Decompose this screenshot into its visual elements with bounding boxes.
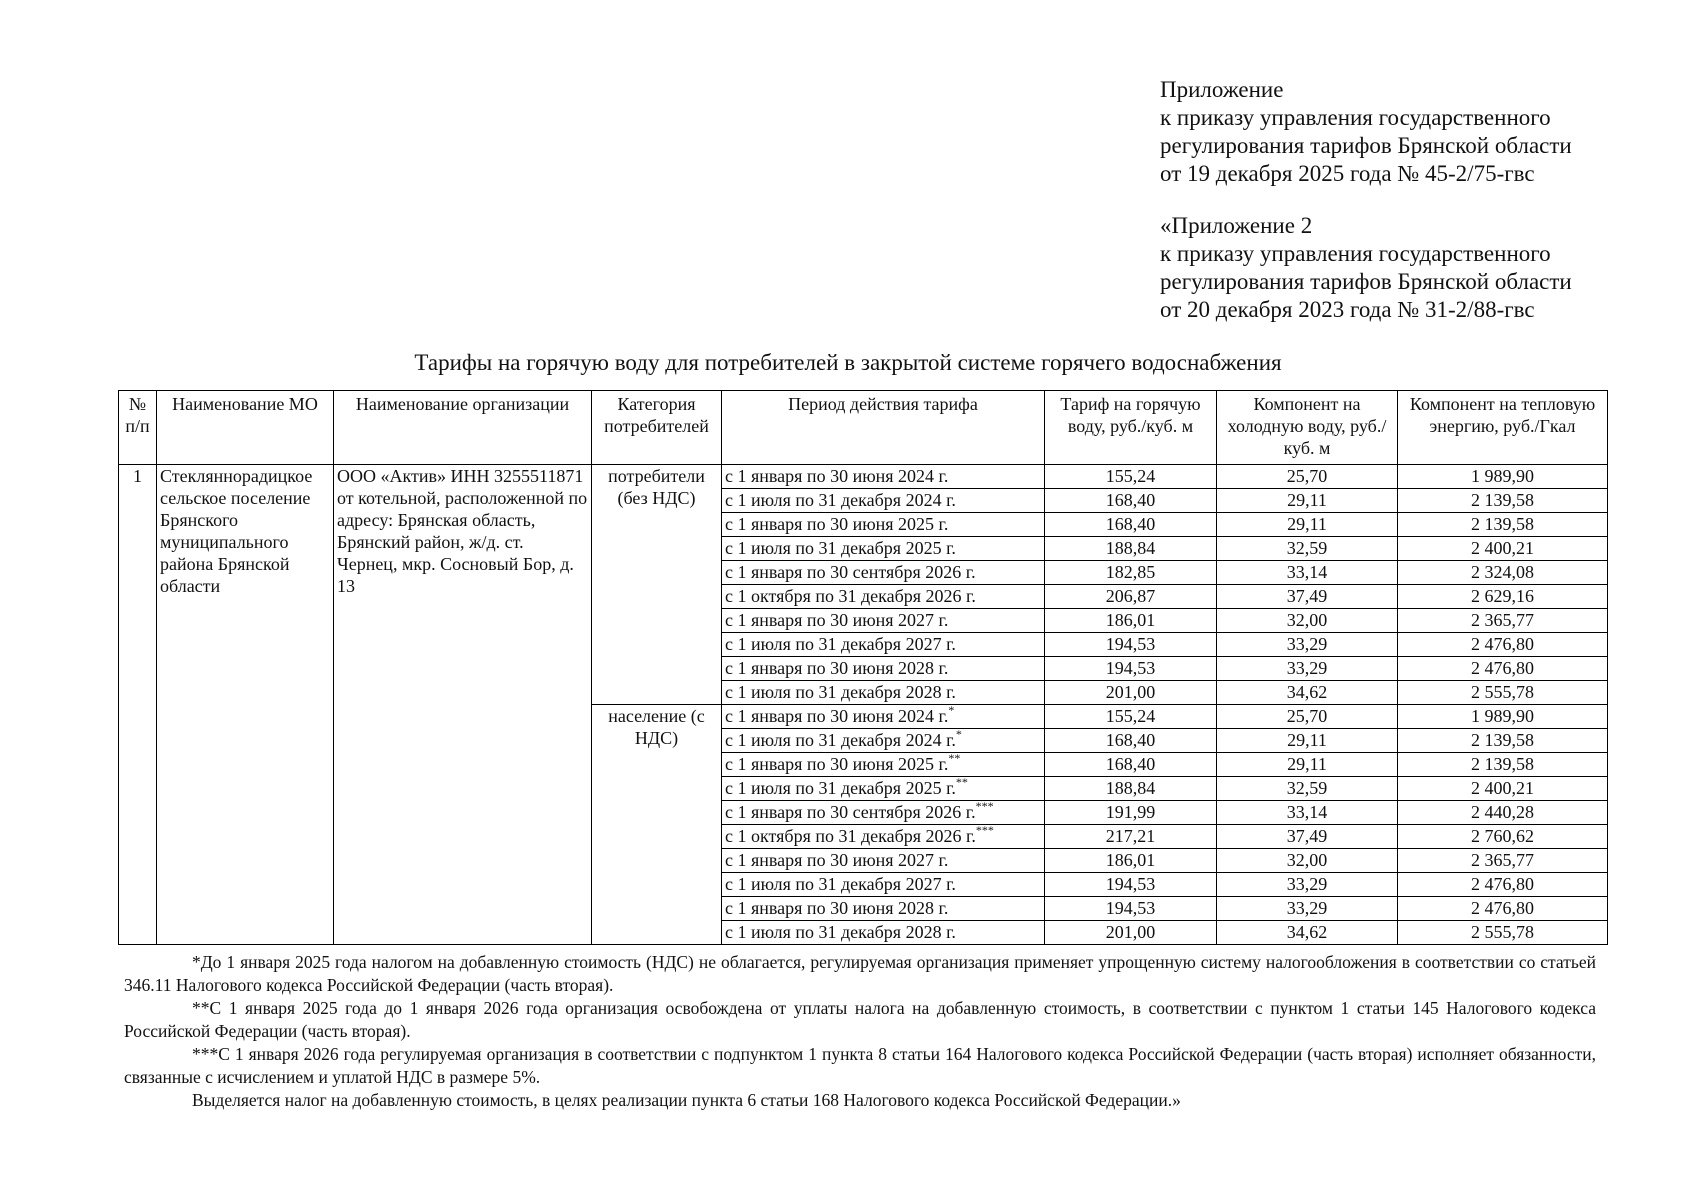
footnotes: [124, 951, 1596, 1112]
period-cell: [722, 681, 1045, 705]
appendix-line: от 19 декабря 2025 года № 45-2/75-гвс: [1160, 161, 1535, 186]
period-text: с 1 января по 30 июня 2028 г.: [725, 898, 949, 918]
tariff-value: 201,00: [1045, 921, 1217, 945]
cold-water-component: 33,29: [1217, 873, 1398, 897]
organization-name: ООО «Актив» ИНН 3255511871 от котельной, расположенной по адресу: Брянская область, Брянский район, ж/д. ст. Чернец, мкр. Сосновый Бор, д. 13: [334, 465, 592, 945]
cold-water-component: 33,14: [1217, 561, 1398, 585]
heat-energy-component: 2 139,58: [1398, 489, 1608, 513]
period-cell: [722, 921, 1045, 945]
period-text: с 1 июля по 31 декабря 2024 г.: [725, 490, 956, 510]
period-cell: [722, 705, 1045, 729]
period-cell: [722, 825, 1045, 849]
header-heat-component: Компонент на тепловую энергию, руб./Гкал: [1398, 391, 1608, 465]
tariff-value: 194,53: [1045, 633, 1217, 657]
footnote: *До 1 января 2025 года налогом на добавленную стоимость (НДС) не облагается, регулируемая организация применяет упрощенную систему налогообложения в соответствии со статьей 346.11 Налогового кодекса Российской Федерации (часть вторая).: [124, 952, 1596, 995]
footnote: Выделяется налог на добавленную стоимость, в целях реализации пункта 6 статьи 168 Налогового кодекса Российской Федерации.»: [192, 1090, 1181, 1110]
heat-energy-component: 2 400,21: [1398, 537, 1608, 561]
cold-water-component: 33,29: [1217, 633, 1398, 657]
heat-energy-component: 2 555,78: [1398, 681, 1608, 705]
period-cell: [722, 633, 1045, 657]
cold-water-component: 33,14: [1217, 801, 1398, 825]
heat-energy-component: 2 440,28: [1398, 801, 1608, 825]
cold-water-component: 37,49: [1217, 825, 1398, 849]
appendix-line: Приложение: [1160, 77, 1284, 102]
period-cell: [722, 585, 1045, 609]
heat-energy-component: 2 324,08: [1398, 561, 1608, 585]
cold-water-component: 29,11: [1217, 753, 1398, 777]
period-cell: [722, 849, 1045, 873]
heat-energy-component: 2 476,80: [1398, 633, 1608, 657]
header-period: Период действия тарифа: [722, 391, 1045, 465]
period-cell: [722, 489, 1045, 513]
cold-water-component: 33,29: [1217, 897, 1398, 921]
cold-water-component: 34,62: [1217, 681, 1398, 705]
heat-energy-component: 1 989,90: [1398, 705, 1608, 729]
tariff-value: 191,99: [1045, 801, 1217, 825]
tariff-value: 194,53: [1045, 873, 1217, 897]
mo-name: Стекляннорадицкое сельское поселение Брянского муниципального района Брянской области: [157, 465, 334, 945]
period-text: с 1 июля по 31 декабря 2028 г.: [725, 922, 956, 942]
heat-energy-component: 2 400,21: [1398, 777, 1608, 801]
cold-water-component: 32,00: [1217, 609, 1398, 633]
header-cold-component: Компонент на холодную воду, руб./куб. м: [1217, 391, 1398, 465]
tariff-value: 186,01: [1045, 609, 1217, 633]
period-text: с 1 января по 30 июня 2028 г.: [725, 658, 949, 678]
heat-energy-component: 2 629,16: [1398, 585, 1608, 609]
footnote-mark: ***: [975, 800, 994, 813]
header-tariff: Тариф на горячую воду, руб./куб. м: [1045, 391, 1217, 465]
prior-appendix-line: от 20 декабря 2023 года № 31-2/88-гвс: [1160, 297, 1535, 322]
header-org: Наименование организации: [334, 391, 592, 465]
heat-energy-component: 2 476,80: [1398, 657, 1608, 681]
heat-energy-component: 2 139,58: [1398, 513, 1608, 537]
period-cell: [722, 561, 1045, 585]
footnote-mark: *: [955, 728, 962, 741]
header-mo: Наименование МО: [157, 391, 334, 465]
period-cell: [722, 897, 1045, 921]
prior-appendix-line: «Приложение 2: [1160, 213, 1313, 238]
prior-appendix-line: к приказу управления государственного: [1160, 241, 1551, 266]
appendix-line: регулирования тарифов Брянской области: [1160, 133, 1572, 158]
cold-water-component: 33,29: [1217, 657, 1398, 681]
footnote: **С 1 января 2025 года до 1 января 2026 года организация освобождена от уплаты налога на добавленную стоимость, в соответствии с пунктом 1 статьи 145 Налогового кодекса Российской Федерации (часть вторая).: [124, 998, 1596, 1041]
cold-water-component: 32,59: [1217, 537, 1398, 561]
footnote-mark: **: [948, 752, 961, 765]
tariff-value: 168,40: [1045, 729, 1217, 753]
period-text: с 1 октября по 31 декабря 2026 г.: [725, 586, 976, 606]
row-number: 1: [119, 465, 157, 945]
tariff-value: 155,24: [1045, 465, 1217, 489]
table-row: [119, 465, 1608, 489]
period-cell: [722, 753, 1045, 777]
period-cell: [722, 801, 1045, 825]
heat-energy-component: 2 476,80: [1398, 897, 1608, 921]
period-text: с 1 июля по 31 декабря 2024 г.: [725, 730, 956, 750]
tariff-value: 168,40: [1045, 753, 1217, 777]
tariff-value: 186,01: [1045, 849, 1217, 873]
tariff-value: 194,53: [1045, 657, 1217, 681]
period-text: с 1 января по 30 июня 2025 г.: [725, 514, 949, 534]
heat-energy-component: 1 989,90: [1398, 465, 1608, 489]
tariff-value: 155,24: [1045, 705, 1217, 729]
period-text: с 1 июля по 31 декабря 2025 г.: [725, 778, 956, 798]
tariff-value: 188,84: [1045, 537, 1217, 561]
appendix-line: к приказу управления государственного: [1160, 105, 1551, 130]
heat-energy-component: 2 476,80: [1398, 873, 1608, 897]
prior-appendix-header: [1160, 212, 1572, 324]
tariff-value: 217,21: [1045, 825, 1217, 849]
tariff-value: 182,85: [1045, 561, 1217, 585]
period-cell: [722, 777, 1045, 801]
period-cell: [722, 729, 1045, 753]
consumer-category: население (с НДС): [592, 705, 722, 945]
period-text: с 1 июля по 31 декабря 2027 г.: [725, 634, 956, 654]
period-cell: [722, 609, 1045, 633]
period-text: с 1 января по 30 июня 2027 г.: [725, 610, 949, 630]
tariff-value: 168,40: [1045, 513, 1217, 537]
period-text: с 1 января по 30 июня 2025 г.: [725, 754, 949, 774]
document-title: Тарифы на горячую воду для потребителей в закрытой системе горячего водоснабжения: [414, 350, 1282, 375]
footnote-mark: ***: [975, 824, 994, 837]
heat-energy-component: 2 139,58: [1398, 729, 1608, 753]
period-text: с 1 октября по 31 декабря 2026 г.: [725, 826, 976, 846]
prior-appendix-line: регулирования тарифов Брянской области: [1160, 269, 1572, 294]
cold-water-component: 37,49: [1217, 585, 1398, 609]
footnote-mark: **: [955, 776, 968, 789]
period-cell: [722, 465, 1045, 489]
period-text: с 1 января по 30 июня 2024 г.: [725, 466, 949, 486]
footnote: ***С 1 января 2026 года регулируемая организация в соответствии с подпунктом 1 пункта 8 статьи 164 Налогового кодекса Российской Федерации (часть вторая) исполняет обязанности, связанные с исчислением и уплатой НДС в размере 5%.: [124, 1044, 1596, 1087]
heat-energy-component: 2 365,77: [1398, 849, 1608, 873]
cold-water-component: 34,62: [1217, 921, 1398, 945]
cold-water-component: 25,70: [1217, 465, 1398, 489]
period-text: с 1 июля по 31 декабря 2027 г.: [725, 874, 956, 894]
cold-water-component: 29,11: [1217, 489, 1398, 513]
period-cell: [722, 657, 1045, 681]
tariff-value: 168,40: [1045, 489, 1217, 513]
period-text: с 1 июля по 31 декабря 2028 г.: [725, 682, 956, 702]
heat-energy-component: 2 555,78: [1398, 921, 1608, 945]
heat-energy-component: 2 760,62: [1398, 825, 1608, 849]
footnote-mark: *: [948, 704, 955, 717]
header-num: № п/п: [119, 391, 157, 465]
period-cell: [722, 537, 1045, 561]
heat-energy-component: 2 365,77: [1398, 609, 1608, 633]
period-cell: [722, 513, 1045, 537]
heat-energy-component: 2 139,58: [1398, 753, 1608, 777]
period-text: с 1 января по 30 июня 2024 г.: [725, 706, 949, 726]
header-category: Категория потребителей: [592, 391, 722, 465]
appendix-header: [1160, 76, 1572, 188]
cold-water-component: 29,11: [1217, 513, 1398, 537]
tariff-value: 194,53: [1045, 897, 1217, 921]
period-text: с 1 января по 30 июня 2027 г.: [725, 850, 949, 870]
period-cell: [722, 873, 1045, 897]
period-text: с 1 июля по 31 декабря 2025 г.: [725, 538, 956, 558]
cold-water-component: 32,00: [1217, 849, 1398, 873]
tariff-table-body: [119, 465, 1608, 945]
cold-water-component: 29,11: [1217, 729, 1398, 753]
consumer-category: потребители (без НДС): [592, 465, 722, 705]
period-text: с 1 января по 30 сентября 2026 г.: [725, 562, 976, 582]
period-text: с 1 января по 30 сентября 2026 г.: [725, 802, 976, 822]
tariff-value: 188,84: [1045, 777, 1217, 801]
tariff-value: 206,87: [1045, 585, 1217, 609]
tariff-table: [118, 390, 1608, 945]
tariff-value: 201,00: [1045, 681, 1217, 705]
cold-water-component: 25,70: [1217, 705, 1398, 729]
cold-water-component: 32,59: [1217, 777, 1398, 801]
